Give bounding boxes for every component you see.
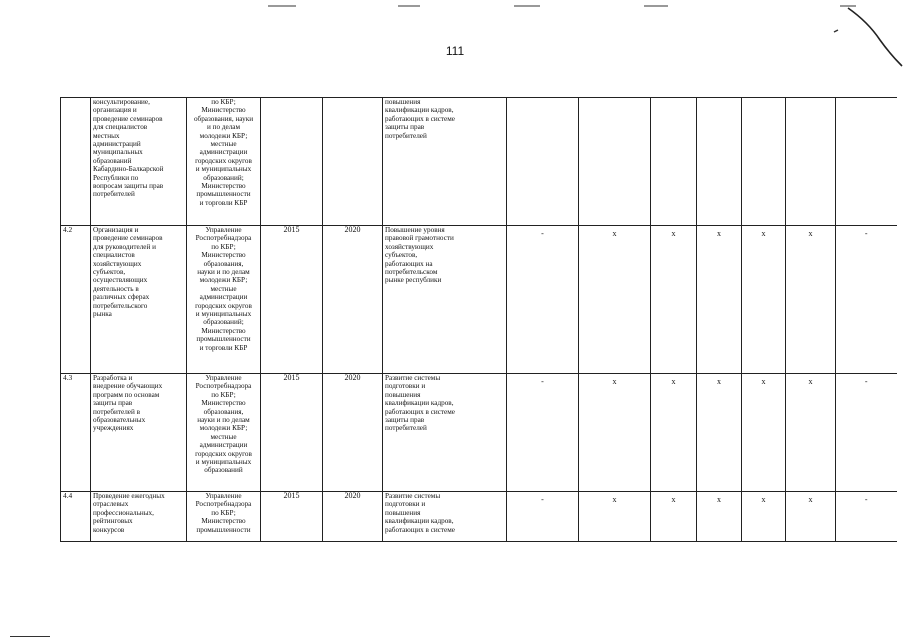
table-row: [61, 98, 897, 226]
page-number: 111: [445, 44, 465, 58]
mark-cell: x: [651, 226, 697, 374]
event-cell: Разработка и внедрение обучающих программ по основам защиты прав потребителей в образовательных учреждениях: [91, 374, 187, 492]
mark-cell: -: [507, 492, 579, 542]
mark-cell: x: [697, 492, 742, 542]
executor-cell: Управление Роспотребнадзора по КБР; Министерство промышленности: [187, 492, 261, 542]
mark-cell: [836, 98, 897, 226]
executor-cell: Управление Роспотребнадзора по КБР; Министерство образования, науки и по делам молодежи КБР; местные администрации городских округов и муниципальных образований; Министерство промышленности и торговли КБР: [187, 226, 261, 374]
mark-cell: x: [786, 226, 836, 374]
result-cell: Повышение уровня правовой грамотности хозяйствующих субъектов, работающих на потребительском рынке республики: [383, 226, 507, 374]
executor-cell: Управление Роспотребнадзора по КБР; Министерство образования, науки и по делам молодежи КБР; местные администрации городских округов и муниципальных образований: [187, 374, 261, 492]
mark-cell: [651, 98, 697, 226]
mark-cell: -: [836, 492, 897, 542]
mark-cell: x: [742, 374, 786, 492]
mark-cell: [742, 98, 786, 226]
mark-cell: x: [742, 492, 786, 542]
row-number: [61, 98, 91, 226]
result-cell: Развитие системы подготовки и повышения квалификации кадров, работающих в системе: [383, 492, 507, 542]
mark-cell: -: [507, 226, 579, 374]
executor-cell: по КБР; Министерство образования, науки и по делам молодежи КБР; местные администрации городских округов и муниципальных образований; Министерство промышленности и торговли КБР: [187, 98, 261, 226]
footer-line: [10, 636, 50, 637]
mark-cell: [507, 98, 579, 226]
mark-cell: x: [786, 374, 836, 492]
scan-artifacts: [0, 0, 905, 80]
end-year-cell: 2020: [323, 492, 383, 542]
end-year-cell: 2020: [323, 374, 383, 492]
end-year-cell: [323, 98, 383, 226]
mark-cell: -: [836, 226, 897, 374]
table-row: [61, 492, 897, 542]
start-year-cell: [261, 98, 323, 226]
mark-cell: x: [786, 492, 836, 542]
start-year-cell: 2015: [261, 492, 323, 542]
row-number: 4.2: [61, 226, 91, 374]
mark-cell: x: [651, 492, 697, 542]
mark-cell: x: [697, 226, 742, 374]
start-year-cell: 2015: [261, 226, 323, 374]
table-row: [61, 226, 897, 374]
event-cell: Организация и проведение семинаров для руководителей и специалистов хозяйствующих субъектов, осуществляющих деятельность в различных сферах потребительского рынка: [91, 226, 187, 374]
event-cell: Проведение ежегодных отраслевых профессиональных, рейтинговых конкурсов: [91, 492, 187, 542]
mark-cell: [579, 98, 651, 226]
mark-cell: -: [507, 374, 579, 492]
event-cell: консультирование, организация и проведение семинаров для специалистов местных администраций муниципальных образований Кабардино-Балкарской Республики по вопросам защиты прав потребителей: [91, 98, 187, 226]
mark-cell: x: [579, 226, 651, 374]
mark-cell: -: [836, 374, 897, 492]
result-cell: повышения квалификации кадров, работающих в системе защиты прав потребителей: [383, 98, 507, 226]
mark-cell: x: [697, 374, 742, 492]
mark-cell: x: [742, 226, 786, 374]
events-table: [60, 97, 897, 542]
mark-cell: [786, 98, 836, 226]
mark-cell: [697, 98, 742, 226]
row-number: 4.4: [61, 492, 91, 542]
row-number: 4.3: [61, 374, 91, 492]
end-year-cell: 2020: [323, 226, 383, 374]
table-row: [61, 374, 897, 492]
start-year-cell: 2015: [261, 374, 323, 492]
mark-cell: x: [579, 492, 651, 542]
mark-cell: x: [651, 374, 697, 492]
result-cell: Развитие системы подготовки и повышения квалификации кадров, работающих в системе защиты прав потребителей: [383, 374, 507, 492]
mark-cell: x: [579, 374, 651, 492]
